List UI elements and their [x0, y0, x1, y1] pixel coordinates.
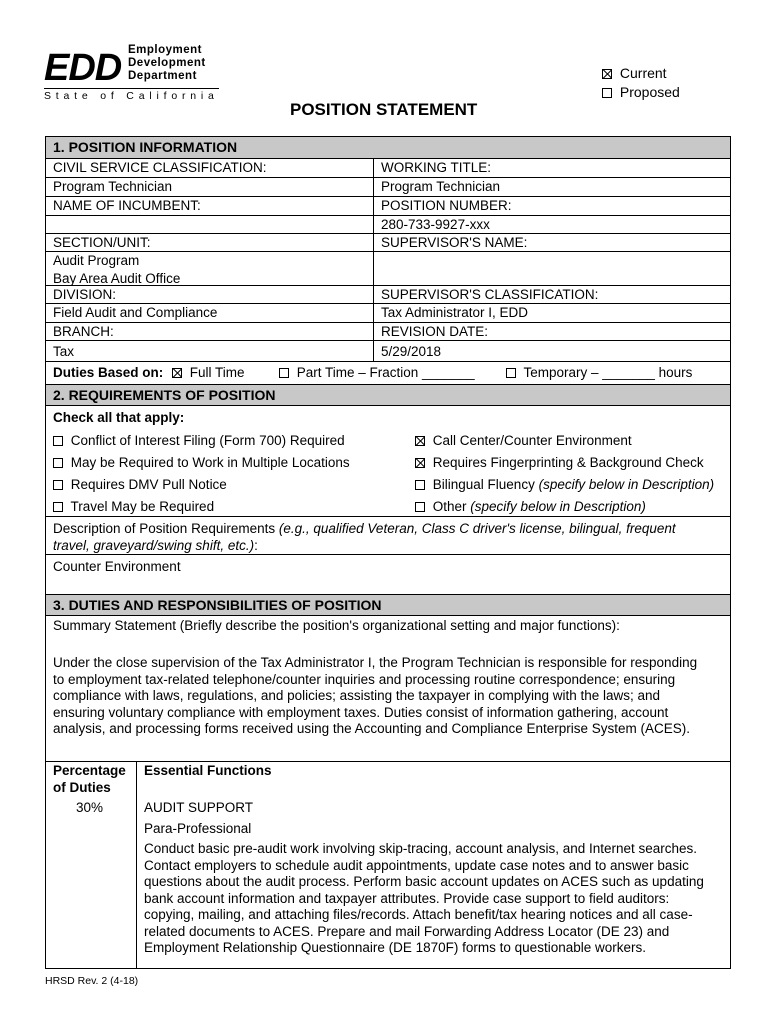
duty-description[interactable]	[144, 799, 704, 957]
revision-date-label: REVISION DATE:	[381, 324, 489, 339]
duties-based-row	[46, 362, 730, 384]
revision-date-value[interactable]: 5/29/2018	[381, 344, 442, 359]
form-row	[46, 159, 730, 178]
form-row	[46, 323, 730, 341]
requirement-item[interactable]: Requires Fingerprinting & Background Check	[415, 452, 714, 474]
section-1-heading: 1. POSITION INFORMATION	[46, 137, 730, 159]
requirement-item[interactable]: Conflict of Interest Filing (Form 700) Required	[53, 430, 350, 452]
checkbox-icon[interactable]	[415, 480, 425, 490]
requirement-item[interactable]: May be Required to Work in Multiple Locations	[53, 452, 350, 474]
duty-text: Conduct basic pre-audit work involving skip-tracing, account analysis, and Internet searches. Contact employers to schedule audit appointments, update case notes and to answer basic questions about the audit process. Perform basic account updates on ACES such as updating bank account information and taxpayer attributes. Provide case support to field auditors: copying, mailing, and attaching files/records. Attach benefit/tax hearing notices and all case- related documents to ACES. Prepare and mail Forwarding Address Locator (DE 23) and Employment Relationship Questionnaire (DE 1870F) forms to questionable workers.	[144, 841, 704, 955]
section-2-heading: 2. REQUIREMENTS OF POSITION	[46, 384, 730, 406]
checkbox-checked-icon[interactable]	[172, 368, 182, 378]
classification-label: CIVIL SERVICE CLASSIFICATION:	[46, 159, 374, 177]
requirements-description-label: Description of Position Requirements (e.g., qualified Veteran, Class C driver's license, bilingual, frequent travel, graveyard/swing shift, etc.):	[46, 517, 730, 555]
form-row	[46, 341, 730, 362]
requirements-left	[53, 430, 350, 518]
branch-value[interactable]: Tax	[46, 341, 374, 361]
form-row	[46, 304, 730, 323]
logo-line: Department	[128, 70, 197, 82]
position-statement-form	[45, 136, 731, 969]
division-label: DIVISION:	[46, 286, 374, 303]
requirement-item[interactable]: Call Center/Counter Environment	[415, 430, 714, 452]
division-value[interactable]: Field Audit and Compliance	[46, 304, 374, 322]
logo-mark: EDD	[44, 47, 122, 89]
description-value: Counter Environment	[53, 559, 181, 574]
supervisor-class-value[interactable]: Tax Administrator I, EDD	[381, 305, 529, 320]
full-time-option[interactable]: Full Time	[165, 362, 245, 384]
checkbox-icon[interactable]	[279, 368, 289, 378]
checkbox-icon[interactable]	[53, 480, 63, 490]
requirements-checklist	[46, 406, 730, 517]
section-unit-label: SECTION/UNIT:	[46, 234, 374, 251]
form-row	[46, 178, 730, 197]
status-options	[602, 64, 680, 102]
checkbox-icon[interactable]	[53, 502, 63, 512]
form-row	[46, 216, 730, 234]
checkbox-checked-icon[interactable]	[415, 436, 425, 446]
section-3-heading: 3. DUTIES AND RESPONSIBILITIES OF POSITION	[46, 594, 730, 616]
duty-title: AUDIT SUPPORT	[144, 800, 254, 815]
incumbent-value[interactable]	[46, 216, 374, 233]
duty-percentage[interactable]: 30%	[76, 800, 104, 815]
requirements-description-value[interactable]	[46, 555, 730, 594]
incumbent-label: NAME OF INCUMBENT:	[46, 197, 374, 215]
supervisor-name-value[interactable]	[374, 252, 730, 285]
logo-line: Development	[128, 57, 206, 69]
checkbox-icon[interactable]	[602, 88, 612, 98]
status-proposed[interactable]	[602, 83, 680, 102]
percentage-header: Percentage of Duties	[53, 763, 126, 795]
check-all-label: Check all that apply:	[53, 410, 185, 425]
requirement-item[interactable]: Requires DMV Pull Notice	[53, 474, 350, 496]
checkbox-checked-icon[interactable]	[415, 458, 425, 468]
section-unit-value[interactable]	[46, 252, 374, 285]
form-row	[46, 197, 730, 216]
form-row	[46, 234, 730, 252]
checkbox-icon[interactable]	[415, 502, 425, 512]
duties-based-label: Duties Based on:	[53, 365, 164, 380]
temporary-option[interactable]: Temporary – _______ hours	[499, 362, 692, 384]
status-label: Proposed	[619, 84, 680, 100]
page-title: POSITION STATEMENT	[290, 100, 478, 119]
form-revision-footer: HRSD Rev. 2 (4-18)	[45, 975, 139, 987]
status-label: Current	[619, 65, 667, 81]
requirement-item[interactable]: Travel May be Required	[53, 496, 350, 518]
duty-subtitle: Para-Professional	[144, 821, 252, 836]
logo-department-name	[128, 44, 206, 83]
checkbox-icon[interactable]	[53, 436, 63, 446]
classification-value[interactable]: Program Technician	[46, 178, 374, 196]
working-title-label: WORKING TITLE:	[381, 160, 492, 175]
summary-label: Summary Statement (Briefly describe the position's organizational setting and major functions):	[53, 618, 620, 633]
summary-text[interactable]: Under the close supervision of the Tax Administrator I, the Program Technician is responsible for responding to employment tax-related telephone/counter inquiries and processing routine correspondence; ensuring compliance with laws, regulations, and policies; assisting the taxpayer in complying with the laws; and ensuring voluntary compliance with employment taxes. Duties consist of information gathering, account analysis, and processing forms received using the Accounting and Compliance Enterprise System (ACES).	[53, 655, 698, 736]
column-divider	[136, 762, 137, 968]
part-time-option[interactable]: Part Time – Fraction _______	[272, 362, 475, 384]
logo-line: Employment	[128, 44, 203, 56]
position-number-value[interactable]: 280-733-9927-xxx	[381, 217, 490, 232]
section-unit-line: Audit Program	[53, 253, 140, 268]
section-unit-line: Bay Area Audit Office	[53, 271, 181, 286]
edd-logo	[44, 44, 219, 102]
checkbox-icon[interactable]	[53, 458, 63, 468]
branch-label: BRANCH:	[46, 323, 374, 340]
logo-state: State of California	[44, 90, 219, 102]
summary-statement	[46, 616, 730, 762]
requirement-item[interactable]: Other (specify below in Description)	[415, 496, 714, 518]
working-title-value[interactable]: Program Technician	[381, 179, 501, 194]
position-number-label: POSITION NUMBER:	[381, 198, 512, 213]
essential-functions-header: Essential Functions	[144, 763, 272, 778]
form-row	[46, 286, 730, 304]
status-current[interactable]	[602, 64, 680, 83]
supervisor-class-label: SUPERVISOR'S CLASSIFICATION:	[381, 287, 599, 302]
form-row	[46, 252, 730, 286]
supervisor-name-label: SUPERVISOR'S NAME:	[381, 235, 528, 250]
checkbox-icon[interactable]	[506, 368, 516, 378]
requirement-item[interactable]: Bilingual Fluency (specify below in Description)	[415, 474, 714, 496]
requirements-right	[415, 430, 714, 518]
checkbox-checked-icon[interactable]	[602, 69, 612, 79]
